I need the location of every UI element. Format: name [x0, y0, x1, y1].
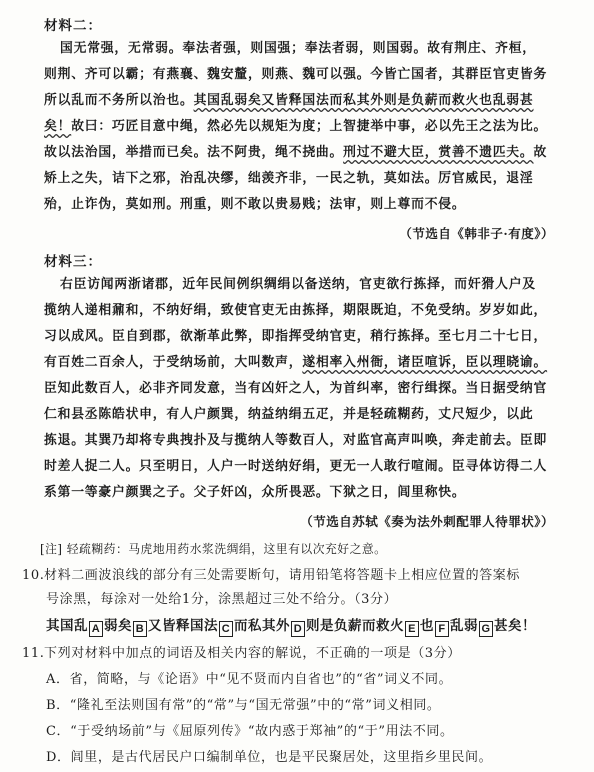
material3-line: 臣知此数百人，必非齐同发意，当有凶奸之人，为首纠率，密行缉探。当日据受纳官 — [44, 381, 548, 396]
sentence-segment: 则是负薪而救火 — [306, 618, 404, 634]
annotation-note: [注] 轻疏糊药：马虎地用药水浆洗绸绢，这里有以次充好之意。 — [40, 542, 387, 556]
material2-line-text: 所以乱而不务所以治也。其国乱弱矣又皆释国法而私其外则是负薪而救火也乱弱甚 — [44, 93, 534, 108]
answer-box-e[interactable]: E — [405, 621, 419, 637]
question-number: 10. — [22, 568, 45, 583]
answer-box-b[interactable]: B — [133, 621, 147, 637]
question-text: 下列对材料中加点的词语及相关内容的解说，不正确的一项是（3分） — [44, 646, 461, 661]
wavy-underlined-text: 其国乱弱矣又皆释国法而私其外则是负薪而救火也乱弱甚 — [193, 93, 534, 108]
material2-title: 材料二： — [44, 18, 102, 34]
answer-box-c[interactable]: C — [219, 621, 233, 637]
material2-line: 矫上之失，诘下之邪，治乱决缪，绌羡齐非，一民之轨，莫如法。厉官威民，退淫 — [44, 171, 534, 186]
material2-line — [44, 118, 554, 135]
question-11-stem — [22, 642, 461, 661]
sentence-segment: 而私其外 — [234, 618, 290, 634]
wavy-underlined-text: 遂相率入州衙，诸臣喧诉，臣以理晓谕。 — [302, 355, 548, 370]
wavy-underlined-text: 矣！ — [44, 119, 72, 134]
material2-line: 则荆、齐可以霸；有燕襄、魏安釐，则燕、魏可以强。今皆亡国者，其群臣官吏皆务 — [44, 67, 548, 82]
option-c[interactable]: C．“于受纳场前”与《屈原列传》“故内惑于郑袖”的“于”用法不同。 — [46, 724, 454, 739]
material3-line: 习以成风。臣自到郡，欲渐革此弊，即指挥受纳官吏，稍行拣择。至七月二十七日， — [44, 329, 548, 344]
material3-line: 拣退。其巽乃却将专典拽扑及与揽纳人等数百人，对监官高声叫唤，奔走前去。臣即 — [44, 433, 548, 448]
answer-box-a[interactable]: A — [89, 621, 103, 637]
material2-line-text: 故以法治国，举措而已矣。法不阿贵，绳不挠曲。刑过不避大臣，赏善不遗匹夫。故 — [44, 145, 548, 160]
option-b[interactable]: B．“隆礼至法则国有常”的“常”与“国无常强”中的“常”词义相同。 — [46, 698, 441, 713]
material3-source: （节选自苏轼《奏为法外刺配罪人待罪状》） — [300, 514, 554, 529]
question-10-answer-row[interactable] — [46, 614, 536, 637]
option-a[interactable]: A．省，简略，与《论语》中“见不贤而内自省也”的“省”词义不同。 — [46, 672, 453, 687]
sentence-segment: 又皆释国法 — [148, 618, 218, 634]
sentence-segment: 也 — [420, 618, 434, 634]
sentence-segment: 甚矣！ — [494, 618, 536, 634]
material2-line: 殆，止诈伪，莫如刑。刑重，则不敢以贵易贱；法审，则上尊而不侵。 — [44, 197, 466, 212]
sentence-segment: 乱弱 — [450, 618, 478, 634]
material2-line-text: 矣！故曰：巧匠目意中绳，然必先以规矩为度；上智捷举中事，必以先王之法为比。 — [44, 119, 548, 134]
material2-line — [44, 144, 554, 161]
material2-source: （节选自《韩非子·有度》） — [399, 226, 554, 241]
material3-line: 右臣访闻两浙诸郡，近年民间例织绸绢以备送纳，官吏欲行拣择，而奸猾人户及 — [60, 277, 536, 292]
material3-line: 仁和县丞陈皓状申，有人户颜巽，纳益纳绢五疋，并是轻疏糊药，丈尺短少，以此 — [44, 407, 534, 422]
material3-line-text: 有百姓二百余人，于受纳场前，大叫数声，遂相率入州衙，诸臣喧诉，臣以理晓谕。 — [44, 355, 548, 370]
material3-line: 系第一等豪户颜巽之子。父子奸凶，众所畏恶。下狱之日，闾里称快。 — [44, 485, 466, 500]
question-text: 材料二画波浪线的部分有三处需要断句，请用铅笔将答题卡上相应位置的答案标 — [44, 568, 521, 583]
sentence-segment: 弱矣 — [104, 618, 132, 634]
material3-line: 时差人捉二人。只至明日，人户一时送纳好绢，更无一人敢行喧闹。臣寻体访得二人 — [44, 459, 548, 474]
material3-line — [44, 354, 554, 371]
material2-line-wavy — [44, 92, 554, 109]
answer-box-f[interactable]: F — [435, 621, 449, 637]
question-10-stem — [22, 564, 520, 583]
question-number: 11. — [22, 646, 45, 661]
sentence-segment: 其国乱 — [46, 618, 88, 634]
material3-title: 材料三： — [44, 254, 102, 270]
wavy-underlined-text: 刑过不避大臣，赏善不遗匹夫。 — [343, 145, 534, 160]
answer-box-d[interactable]: D — [291, 621, 305, 637]
material3-line: 揽纳人递相鼐和，不纳好绢，致使官吏无由拣择，期限既迫，不免受纳。岁岁如此， — [44, 303, 548, 318]
answer-box-g[interactable]: G — [479, 621, 493, 637]
question-10-stem-cont: 号涂黑，每涂对一处给1分，涂黑超过三处不给分。（3分） — [46, 592, 398, 607]
option-d[interactable]: D．闾里，是古代居民户口编制单位，也是平民聚居处，这里指乡里民间。 — [46, 750, 493, 765]
material2-line: 国无常强，无常弱。奉法者强，则国强；奉法者弱，则国弱。故有荆庄、齐桓， — [60, 41, 536, 56]
